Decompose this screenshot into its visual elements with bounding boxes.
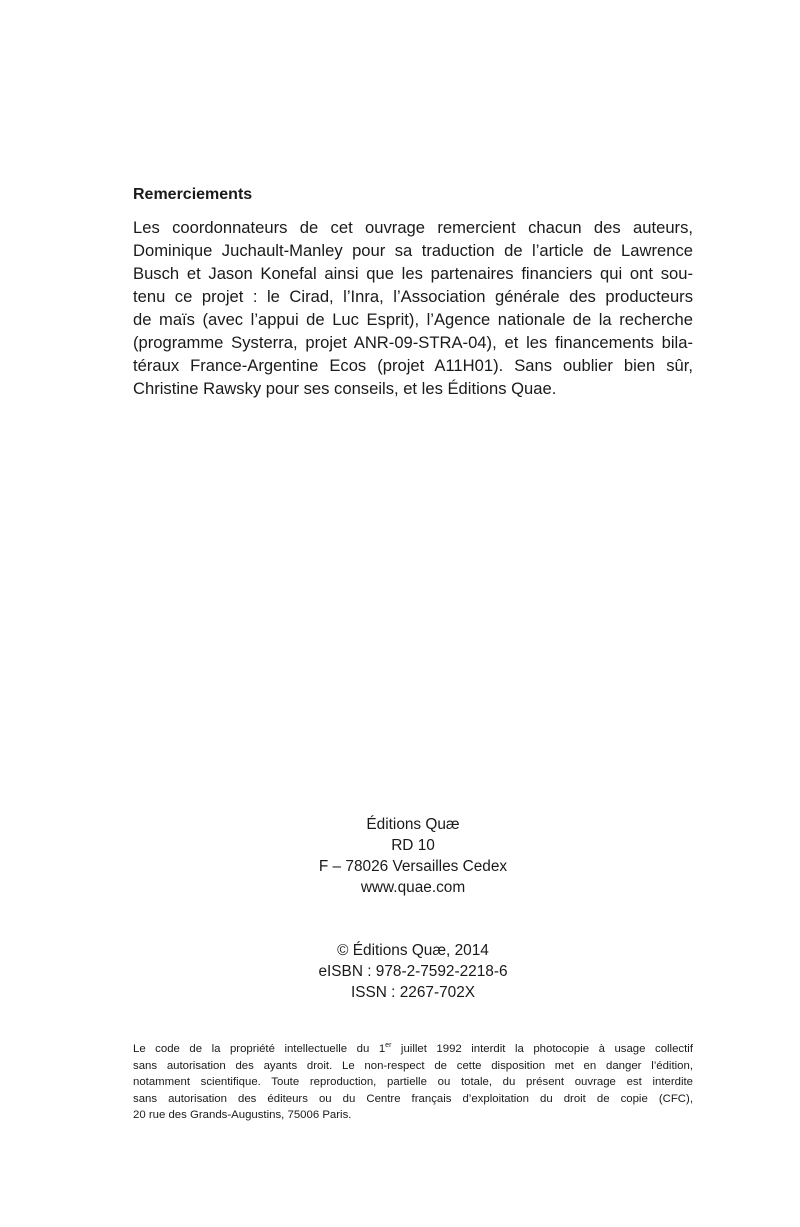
legal-notice-line: 20 rue des Grands-Augustins, 75006 Paris. — [133, 1109, 352, 1121]
publisher-address-line: RD 10 — [391, 837, 435, 854]
acknowledgements-line: (programme Systerra, projet ANR-09-STRA-04), et les financements bila- — [133, 333, 693, 352]
eisbn-line: eISBN : 978-2-7592-2218-6 — [318, 963, 508, 980]
acknowledgements-line: Christine Rawsky pour ses conseils, et les Éditions Quae. — [133, 379, 557, 398]
legal-notice-line: sans autorisation des ayants droit. Le non-respect de cette disposition met en danger l’édition, — [133, 1059, 693, 1072]
legal-notice-text: Le code de la propriété intellectuelle du 1 — [133, 1043, 386, 1055]
acknowledgements-line: tenu ce projet : le Cirad, l’Inra, l’Association générale des producteurs — [133, 287, 693, 306]
acknowledgements-section — [133, 184, 693, 400]
acknowledgements-text — [133, 216, 693, 400]
acknowledgements-line: Busch et Jason Konefal ainsi que les partenaires financiers qui ont sou- — [133, 264, 693, 283]
publisher-name: Éditions Quæ — [366, 816, 460, 833]
issn-line: ISSN : 2267-702X — [350, 984, 476, 1001]
copyright-line: © Éditions Quæ, 2014 — [337, 942, 489, 959]
legal-notice — [133, 1041, 693, 1124]
rights-block — [0, 940, 800, 1003]
publisher-website: www.quae.com — [360, 879, 466, 896]
acknowledgements-heading: Remerciements — [133, 186, 253, 203]
acknowledgements-line: Dominique Juchault-Manley pour sa traduction de l’article de Lawrence — [133, 241, 693, 260]
legal-notice-text: juillet 1992 interdit la photocopie à usage collectif — [391, 1043, 693, 1055]
legal-notice-line — [133, 1041, 693, 1058]
acknowledgements-line: de maïs (avec l’appui de Luc Esprit), l’Agence nationale de la recherche — [133, 310, 693, 329]
publisher-address — [0, 814, 800, 898]
publisher-address-line: F – 78026 Versailles Cedex — [318, 858, 508, 875]
ordinal-superscript: er — [385, 1042, 392, 1049]
acknowledgements-line: téraux France-Argentine Ecos (projet A11H01). Sans oublier bien sûr, — [133, 356, 693, 375]
acknowledgements-line: Les coordonnateurs de cet ouvrage remercient chacun des auteurs, — [133, 218, 693, 237]
legal-notice-line: notamment scientifique. Toute reproduction, partielle ou totale, du présent ouvrage est interdite — [133, 1076, 693, 1088]
legal-notice-line: sans autorisation des éditeurs ou du Centre français d’exploitation du droit de copie (CFC), — [133, 1092, 693, 1105]
